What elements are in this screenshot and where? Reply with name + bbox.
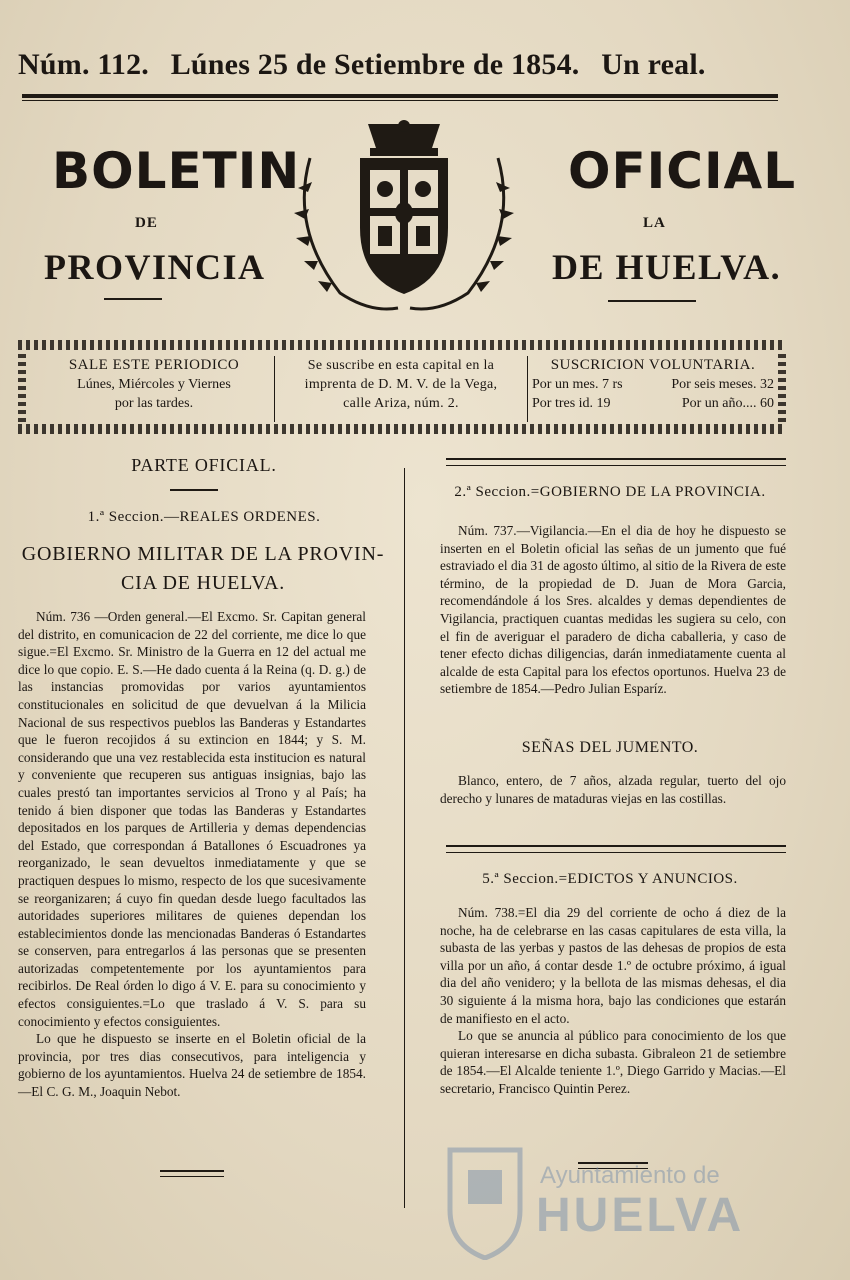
info-right-title: SUSCRICION VOLUNTARIA.	[550, 357, 756, 373]
donkey-description-text: Blanco, entero, de 7 años, alzada regular, tuerto del ojo derecho y lunares de mataduras viejas en las costillas.	[440, 773, 786, 806]
masthead-ornament-left	[104, 298, 162, 300]
end-rule-left	[160, 1170, 224, 1177]
issue-number: Núm. 112.	[18, 48, 149, 81]
watermark-line1: Ayuntamiento de	[540, 1162, 720, 1189]
price-row	[530, 375, 776, 394]
info-divider-2	[527, 356, 528, 422]
article-738-closing: Lo que se anuncia al público para conocimiento de los que quieran interesarse en dicha subasta. Gibraleon 21 de setiembre de 1854.—El Alcalde teniente 1.º, Diego Garrido y Macias.—El secretario, Francisco Quintin Perez.	[440, 1028, 786, 1096]
price-one-year: Por un año.... 60	[681, 396, 774, 411]
info-publication	[36, 356, 272, 413]
info-subscription-place	[280, 356, 522, 413]
info-center-line3: calle Ariza, núm. 2.	[343, 396, 459, 411]
parte-oficial-heading: PARTE OFICIAL.	[131, 455, 277, 475]
info-prices	[530, 356, 776, 413]
info-left-line1: SALE ESTE PERIODICO	[68, 357, 240, 373]
ornamental-border-bottom	[18, 424, 786, 434]
issue-date: Lúnes 25 de Setiembre de 1854.	[170, 48, 580, 81]
info-center-line1: Se suscribe en esta capital en la	[307, 358, 495, 373]
watermark-line2: HUELVA	[536, 1189, 745, 1242]
info-center-line2: imprenta de D. M. V. de la Vega,	[304, 377, 498, 392]
watermark-crest-icon	[440, 1140, 530, 1260]
price-three-months: Por tres id. 19	[532, 396, 611, 411]
donkey-description	[440, 772, 786, 807]
article-736-body: Núm. 736 —Orden general.—El Excmo. Sr. Capitan general del distrito, en comunicacion de 22 del corriente, me dice lo que sigue.=El Excmo. Sr. Ministro de la Guerra en 12 del actual me dice lo que copio. E. S.—He dado cuenta á la Reina (q. D. g.) de las instancias promovidas por varios ayuntamientos constitucionales en solicitud de que devuelvan á la Milicia Nacional de sus respectivos pueblos las Banderas y Estandartes que le fueron recojidos á su extincion en 1844; y S. M. considerando que una vez restablecida esta institucion es natural y conveniente que recuperen sus antiguas insignias, bajo las cuales prestó tan importantes servicios al Trono y al País; ha tenido á bien disponer que todas las Banderas y Estandartes depositados en los parques de Artilleria y demas dependencias del Estado, que correspondan á Batallones ó Escuadrones ya reorganizado, le sean devueltos inmediatamente y que se practiquen despues lo mismo, respecto de los que sucesivamente se reorganizaren; á cuyo fin quedan desde luego facultados las autoridades superiores militares de quienes dependan los establecimientos donde las mencionadas Banderas ó Estandartes se conserven, para entregarlos á las personas que se presenten autorizadas competentemente por los ayuntamientos para recibirlos. De Real órden lo digo á V. E. para su conocimiento y efectos consiguientes.=Lo que traslado á V. S. para su conocimiento y efectos consiguientes.	[18, 609, 366, 1029]
ornamental-border-top	[18, 340, 786, 350]
gov-title-line1: GOBIERNO MILITAR DE LA PROVIN-	[21, 543, 385, 565]
price-row	[530, 394, 776, 413]
info-left-line3: por las tardes.	[114, 396, 194, 411]
masthead-ornament-right	[608, 300, 696, 302]
article-738-body: Núm. 738.=El dia 29 del corriente de ocho á diez de la noche, ha de celebrarse en las casas capitulares de esta villa, la subasta de las yerbas y pastos de las dehesas de propios de esta villa por un año, á contar desde 1.º de octubre próximo, á igual dia del año venidero; y la bellota de las mismas dehesas, el dia 30 siguiente á la misma hora, bajo las condiciones que estarán de manifiesto en el acto.	[440, 905, 786, 1026]
price-six-months: Por seis meses. 32	[671, 377, 774, 392]
section-2-heading: 2.ª Seccion.=GOBIERNO DE LA PROVINCIA.	[454, 484, 766, 500]
section-rule	[446, 845, 786, 853]
info-divider-1	[274, 356, 275, 422]
gov-title-line2: CIA DE HUELVA.	[121, 572, 285, 594]
price-one-month: Por un mes. 7 rs	[532, 377, 623, 392]
article-736-closing: Lo que he dispuesto se inserte en el Boletin oficial de la provincia, por tres dias consecutivos, para inteligencia y gobierno de los ayuntamientos. Huelva 24 de setiembre de 1854.—El C. G. M., Joaquin Nebot.	[18, 1031, 366, 1100]
masthead-oficial: OFICIAL	[568, 142, 797, 200]
top-rule-thin	[22, 100, 778, 101]
masthead-de: DE	[135, 215, 158, 231]
section-rule	[446, 458, 786, 466]
ornamental-border-right	[778, 352, 786, 422]
masthead-provincia: PROVINCIA	[44, 247, 266, 287]
masthead-de-huelva: DE HUELVA.	[552, 247, 782, 287]
gov-military-title	[14, 540, 392, 598]
article-737-body: Núm. 737.—Vigilancia.—En el dia de hoy he dispuesto se inserten en el Boletin oficial las señas de un jumento que fué estraviado el dia 31 de agosto último, al sitio de la Rivera de este término, de la propiedad de D. Juan de Mora Garcia, recomendándole á los Sres. alcaldes y demas dependientes de Vigilancia, practiquen cuantas medidas les sugiera su celo, con el fin de averiguar el paradero de dicha caballeria, y caso de tener efecto dichas diligencias, darán inmediatamente cuenta al alcalde de esta Capital para los efectos oportunos. Huelva 23 de setiembre de 1854.—Pedro Julian Esparíz.	[440, 523, 786, 697]
senas-heading: SEÑAS DEL JUMENTO.	[521, 739, 699, 756]
article-736	[18, 608, 366, 1101]
coat-of-arms-emblem	[280, 118, 528, 318]
section-1-heading: 1.ª Seccion.—REALES ORDENES.	[87, 509, 321, 525]
masthead-la: LA	[643, 215, 666, 231]
issue-price: Un real.	[601, 48, 706, 81]
ornamental-border-left	[18, 352, 26, 422]
section-5-heading: 5.ª Seccion.=EDICTOS Y ANUNCIOS.	[482, 871, 738, 887]
article-738	[440, 904, 786, 1098]
masthead-boletin: BOLETIN	[52, 142, 301, 200]
dash-ornament	[170, 489, 218, 491]
issue-line	[18, 48, 778, 82]
column-divider	[404, 468, 405, 1208]
top-rule	[22, 94, 778, 98]
article-737	[440, 522, 786, 698]
info-left-line2: Lúnes, Miércoles y Viernes	[77, 377, 231, 392]
archive-watermark	[440, 1140, 770, 1260]
